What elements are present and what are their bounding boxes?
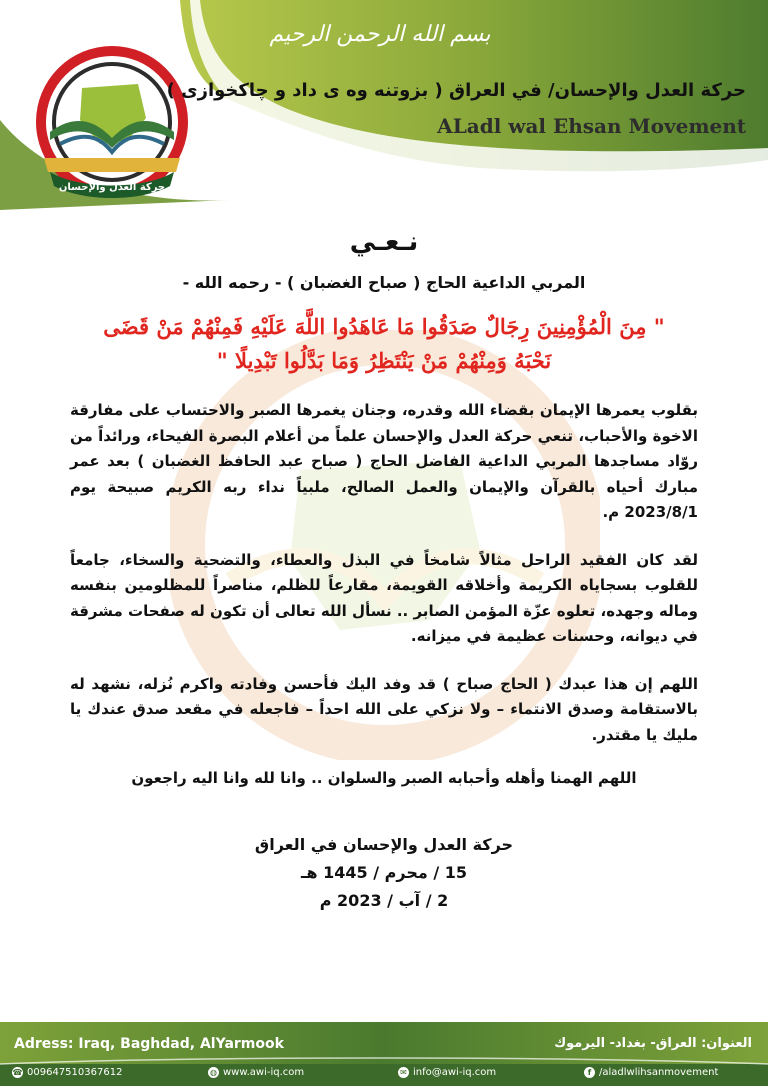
paragraph-1: بقلوب يعمرها الإيمان بقضاء الله وقدره، وجنان يغمرها الصبر والاحتساب على مفارقة الاخوة والأحباب، تنعي حركة العدل والإحسان علماً من أعلام البصرة الفيحاء، ورائداً من روّاد مساجدها المربي الداعية الفاضل الحاج ( صباح عبد الحافظ الغضبان ) بعد عمر مبارك أحياه بالقرآن والإيمان والعمل الصالح، ملبياً نداء ربه الكريم صبيحة يوم 2023/8/1 م. xyxy=(70,401,698,521)
footer-email[interactable] xyxy=(398,1067,496,1078)
phone-text: 009647510367612 xyxy=(27,1067,123,1078)
facebook-icon: f xyxy=(584,1067,595,1078)
footer-address-arabic: العنوان: العراق- بغداد- اليرموك xyxy=(554,1036,752,1051)
main-content xyxy=(70,222,698,915)
email-text[interactable]: info@awi-iq.com xyxy=(413,1067,497,1078)
paragraph-3: اللهم إن هذا عبدك ( الحاج صباح ) قد وفد اليك فأحسن وفادته واكرم نُزله، نشهد له بالاستقامة وصدق الانتماء – ولا نزكي على الله احداً – فاجعله في مقعد صدق عندك يا مليك يا مقتدر. xyxy=(70,674,698,744)
paragraph-2: لقد كان الفقيد الراحل مثالاً شامخاً في البذل والعطاء، والتضحية والسخاء، جامعاً للقلوب بسجاياه الكريمة وأخلاقه القويمة، مقارعاً للظلم، مناصراً للمظلومين بنفسه وماله وجهده، تعلوه عزّة المؤمن الصابر .. نسأل الله تعالى أن تكون له صفحات مشرقة في ديوانه، وحسنات عظيمة في ميزانه. xyxy=(70,550,698,645)
hijri-date: 15 / محرم / 1445 هـ xyxy=(300,863,468,882)
verse-line-1: " مِنَ الْمُؤْمِنِينَ رِجَالٌ صَدَقُوا مَا عَاهَدُوا اللَّهَ عَلَيْهِ فَمِنْهُمْ مَنْ قَضَى xyxy=(103,314,665,339)
gregorian-date: 2 / آب / 2023 م xyxy=(319,891,449,910)
footer-address-english: Adress: Iraq, Baghdad, AlYarmook xyxy=(14,1036,284,1052)
signature-block xyxy=(70,831,698,915)
footer-facebook[interactable] xyxy=(584,1067,718,1078)
website-text[interactable]: www.awi-iq.com xyxy=(223,1067,305,1078)
basmala-text: بسم الله الرحمن الرحيم xyxy=(269,22,491,47)
globe-icon: ◍ xyxy=(208,1067,219,1078)
movement-logo xyxy=(20,40,210,205)
basmala xyxy=(250,10,510,60)
footer-website[interactable] xyxy=(208,1067,304,1078)
facebook-text[interactable]: /aladlwlihsanmovement xyxy=(599,1067,719,1078)
phone-icon: ☎ xyxy=(12,1068,23,1077)
signature-org: حركة العدل والإحسان في العراق xyxy=(254,835,514,854)
quran-verse xyxy=(66,310,702,378)
org-title-arabic: حركة العدل والإحسان/ في العراق ( بزوتنه وه ى داد و چاكخوازى ) xyxy=(166,80,746,101)
verse-line-2: نَحْبَهُ وَمِنْهُمْ مَنْ يَنْتَظِرُ وَمَا بَدَّلُوا تَبْدِيلًا " xyxy=(216,348,552,373)
deceased-name: المربي الداعية الحاج ( صباح الغضبان ) - رحمه الله - xyxy=(182,273,586,292)
email-icon: ✉ xyxy=(398,1067,409,1078)
closing-prayer: اللهم الهمنا وأهله وأحبابه الصبر والسلوان .. وانا لله وانا اليه راجعون xyxy=(131,769,637,787)
logo-text: حركة العدل والإحسان xyxy=(58,182,166,193)
page-title: نـعـي xyxy=(349,227,419,257)
footer-phone xyxy=(12,1067,122,1078)
org-title-english: ALadl wal Ehsan Movement xyxy=(437,114,746,138)
